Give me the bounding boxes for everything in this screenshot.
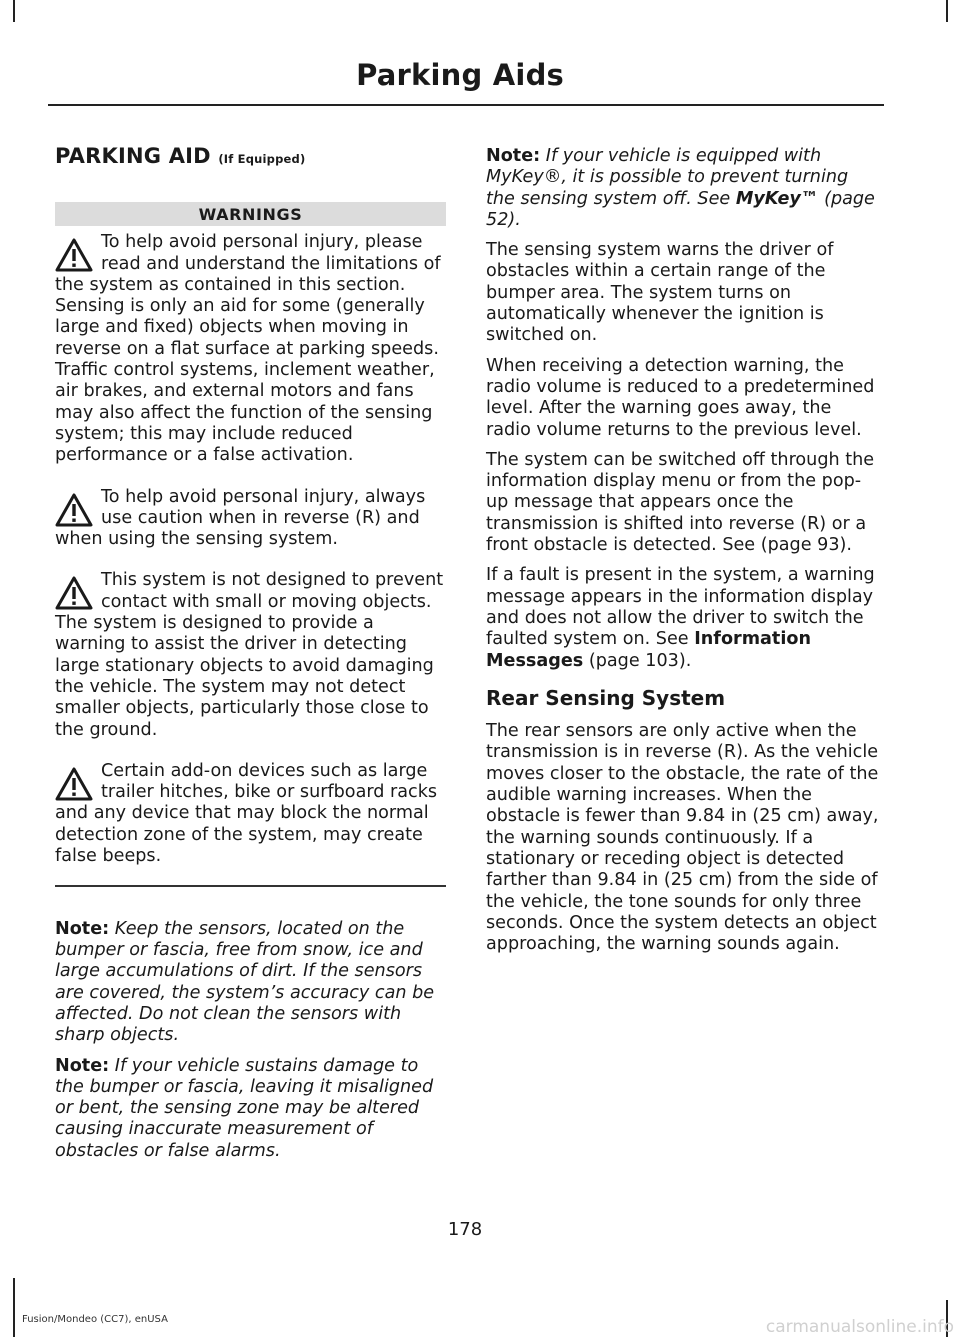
warning-text: Certain add-on devices such as large trailer hitches, bike or surfboard racks and any device that may block the normal detection zone of the system, may create false beeps. [55,760,438,867]
header-divider [48,104,884,106]
crop-mark [13,0,15,22]
warnings-heading: WARNINGS [55,202,446,226]
note-label: Note: [55,918,110,939]
watermark: carmanualsonline.info [765,1317,954,1337]
warning-item [55,232,446,466]
right-column [486,146,880,964]
footer-text: Fusion/Mondeo (CC7), enUSA [22,1314,168,1325]
body-paragraph: When receiving a detection warning, the radio volume is reduced to a predetermined level. After the warning goes away, the radio volume returns to the previous level. [486,355,875,440]
page-ref: (page 103). [588,650,692,671]
section-qualifier: (If Equipped) [218,152,306,166]
note-paragraph [486,146,880,231]
crop-mark [946,0,948,22]
warnings-end-divider [55,885,446,887]
warning-item [55,761,446,867]
rear-sensing-heading: Rear Sensing System [486,685,726,710]
note-text: Keep the sensors, located on the bumper or fascia, free from snow, ice and large accumulations of dirt. If the sensors are covered, the system’s accuracy can be affected. Do not clean the sensors with sharp objects. [55,918,435,1046]
warning-triangle-icon [55,493,93,527]
warning-triangle-icon [55,767,93,801]
note-text: If your vehicle is equipped with MyKey®, it is possible to prevent turning the sensing system off. See [486,146,849,209]
page-number: 178 [447,1219,483,1240]
mykey-link[interactable]: MyKey™ [735,188,819,209]
warning-item [55,487,446,551]
note-label: Note: [486,146,541,166]
warning-item [55,570,446,740]
crop-mark [13,1278,15,1337]
page-ref: (page 52). [486,188,875,230]
page-header-title: Parking Aids [356,58,564,92]
section-title [55,146,446,170]
body-paragraph: The system can be switched off through the information display menu or from the pop-up message that appears once the transmission is shifted into reverse (R) or a front obstacle is detected. See (page 93). [486,449,875,556]
body-paragraph: The rear sensors are only active when the transmission is in reverse (R). As the vehicle moves closer to the obstacle, the rate of the audible warning increases. When the obstacle is fewer than 9.84 in (25 cm) away, the warning sounds continuously. If a stationary or receding object is detected farther than 9.84 in (25 cm) from the side of the vehicle, the tone sounds for only three seconds. Once the system detects an object approaching, the warning sounds again. [486,721,879,955]
note-paragraph [55,919,446,1047]
note-text: If your vehicle sustains damage to the bumper or fascia, leaving it misaligned or bent, the sensing zone may be altered causing inaccurate measurement of obstacles or false alarms. [55,1055,434,1161]
information-messages-link[interactable]: Information Messages [486,629,811,671]
body-paragraph: The sensing system warns the driver of obstacles within a certain range of the bumper area. The system turns on automatically whenever the ignition is switched on. [486,240,834,346]
warning-text: To help avoid personal injury, please read and understand the limitations of the system as contained in this section. Sensing is only an aid for some (generally large and fixed) objects when moving in reverse on a flat surface at parking speeds. Traffic control systems, inclement weather, air brakes, and external motors and fans may also affect the function of the sensing system; this may include reduced performance or a false activation. [55,232,441,466]
left-column [55,146,446,1171]
warning-triangle-icon [55,238,93,272]
section-title-text: PARKING AID [55,144,211,168]
body-paragraph [486,565,880,671]
warning-triangle-icon [55,576,93,610]
warning-text: This system is not designed to prevent contact with small or moving objects. The system is designed to provide a warning to assist the driver in detecting large stationary objects to avoid damaging the vehicle. The system may not detect smaller objects, particularly those close to the ground. [55,570,444,740]
warning-text: To help avoid personal injury, always use caution when in reverse (R) and when using the sensing system. [55,486,426,550]
note-paragraph [55,1056,446,1162]
body-text: If a fault is present in the system, a warning message appears in the information display and does not allow the driver to switch the faulted system on. See [486,565,875,650]
note-label: Note: [55,1055,110,1076]
